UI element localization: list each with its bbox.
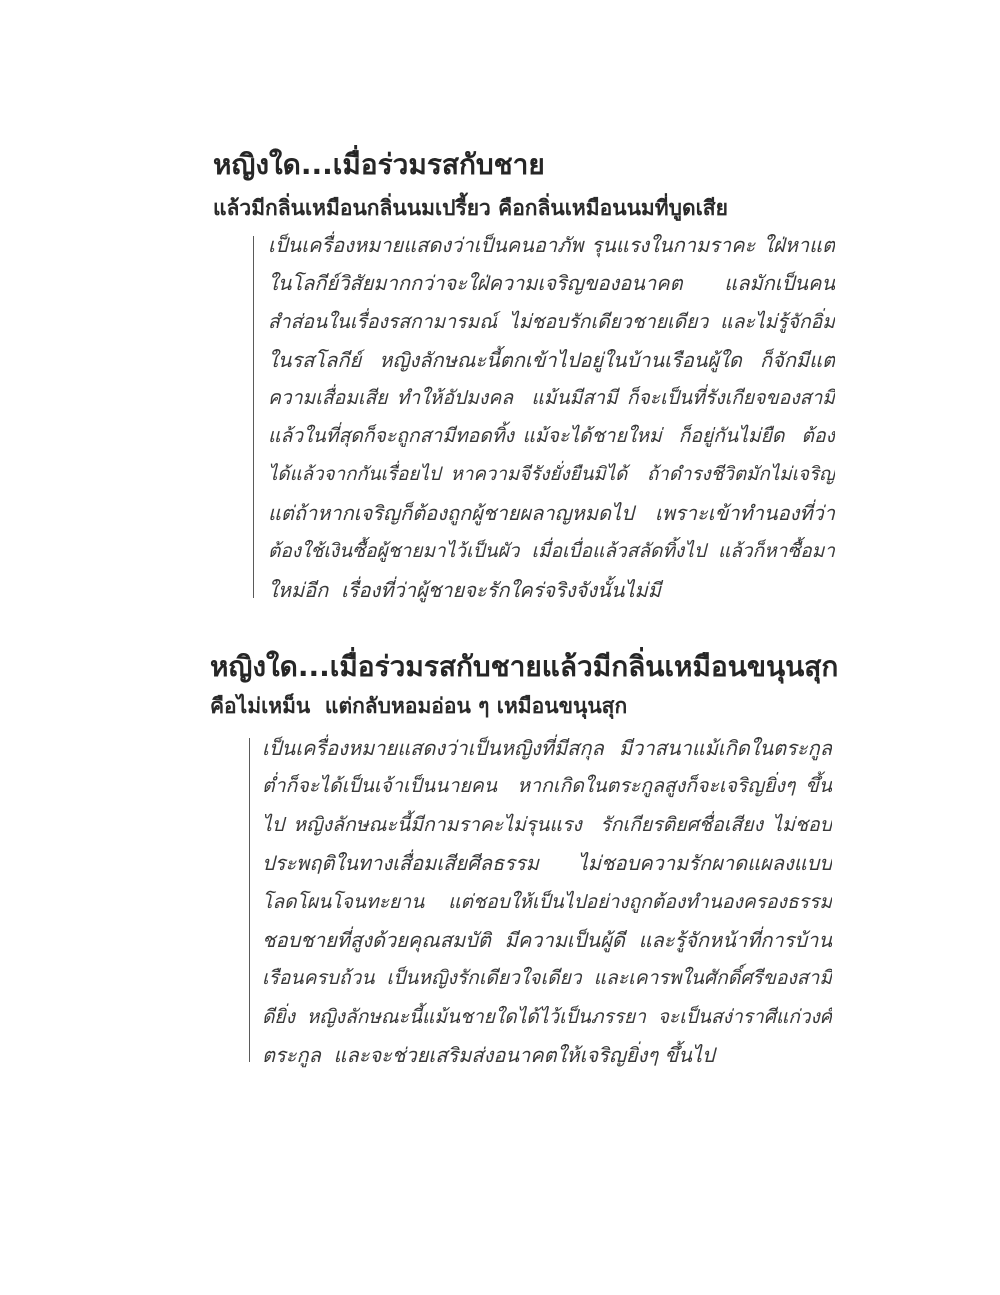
body-line: แต่ถ้าหากเจริญก็ต้องถูกผู้ชายผลาญหมดไป เพราะเข้าทำนองที่ว่า <box>268 501 835 526</box>
margin-rule <box>249 738 250 1062</box>
body-line: โลดโผนโจนทะยาน แต่ชอบให้เป็นไปอย่างถูกต้องทำนองครองธรรม <box>262 889 832 913</box>
body-line: ในรสโลกีย์ หญิงลักษณะนี้ตกเข้าไปอยู่ในบ้านเรือนผู้ใด ก็จักมีแต่ <box>268 347 835 372</box>
body-line: สำส่อนในเรื่องรสกามารมณ์ ไม่ชอบรักเดียวชายเดียว และไม่รู้จักอิ่ม <box>268 309 835 333</box>
section-2-subheading: คือไม่เหม็น แต่กลับหอมอ่อน ๆ เหมือนขนุนสุก <box>210 694 628 718</box>
section-1-heading: หญิงใด...เมื่อร่วมรสกับชาย <box>213 148 545 181</box>
section-2-heading: หญิงใด...เมื่อร่วมรสกับชายแล้วมีกลิ่นเหมือนขนุนสุก <box>210 650 839 683</box>
body-line: ในโลกีย์วิสัยมากกว่าจะใฝ่ความเจริญของอนาคต แลมักเป็นคน <box>268 271 835 296</box>
section-1-subheading: แล้วมีกลิ่นเหมือนกลิ่นนมเปรี้ยว คือกลิ่นเหมือนนมที่บูดเสีย <box>213 196 728 220</box>
body-line: ต้องใช้เงินซื้อผู้ชายมาไว้เป็นผัว เมื่อเบื่อแล้วสลัดทิ้งไป แล้วก็หาซื้อมา <box>268 540 835 563</box>
section-1-body <box>268 226 835 609</box>
body-line: ไป หญิงลักษณะนี้มีกามราคะไม่รุนแรง รักเกียรติยศชื่อเสียง ไม่ชอบ <box>262 812 832 836</box>
body-line: ประพฤติในทางเสื่อมเสียศีลธรรม ไม่ชอบความรักผาดแผลงแบบ <box>262 851 832 876</box>
body-line: ความเสื่อมเสีย ทำให้อัปมงคล แม้นมีสามี ก็จะเป็นที่รังเกียจของสามี <box>268 386 835 410</box>
body-line: ตระกูล และจะช่วยเสริมส่งอนาคตให้เจริญยิ่งๆ ขึ้นไป <box>262 1043 715 1068</box>
body-line: ใหม่อีก เรื่องที่ว่าผู้ชายจะรักใคร่จริงจังนั้นไม่มี <box>268 577 661 602</box>
section-2-body <box>262 729 832 1075</box>
body-line: ชอบชายที่สูงด้วยคุณสมบัติ มีความเป็นผู้ดี และรู้จักหน้าที่การบ้าน <box>262 927 832 952</box>
body-line: เป็นเครื่องหมายแสดงว่าเป็นหญิงที่มีสกุล มีวาสนาแม้เกิดในตระกูล <box>262 736 832 760</box>
body-line: แล้วในที่สุดก็จะถูกสามีทอดทิ้ง แม้จะได้ชายใหม่ ก็อยู่กันไม่ยืด ต้อง <box>268 424 835 448</box>
body-line: ได้แล้วจากกันเรื่อยไป หาความจีรังยั่งยืนมิได้ ถ้าดำรงชีวิตมักไม่เจริญ <box>268 463 835 485</box>
body-line: ดียิ่ง หญิงลักษณะนี้แม้นชายใดได้ไว้เป็นภรรยา จะเป็นสง่าราศีแก่วงศ์ <box>262 1004 832 1028</box>
margin-rule <box>253 236 254 598</box>
body-line: ต่ำก็จะได้เป็นเจ้าเป็นนายคน หากเกิดในตระกูลสูงก็จะเจริญยิ่งๆ ขึ้น <box>262 774 832 798</box>
body-line: เรือนครบถ้วน เป็นหญิงรักเดียวใจเดียว และเคารพในศักดิ์ศรีของสามี <box>262 966 832 990</box>
body-line: เป็นเครื่องหมายแสดงว่าเป็นคนอาภัพ รุนแรงในกามราคะ ใฝ่หาแต่ <box>268 233 835 257</box>
